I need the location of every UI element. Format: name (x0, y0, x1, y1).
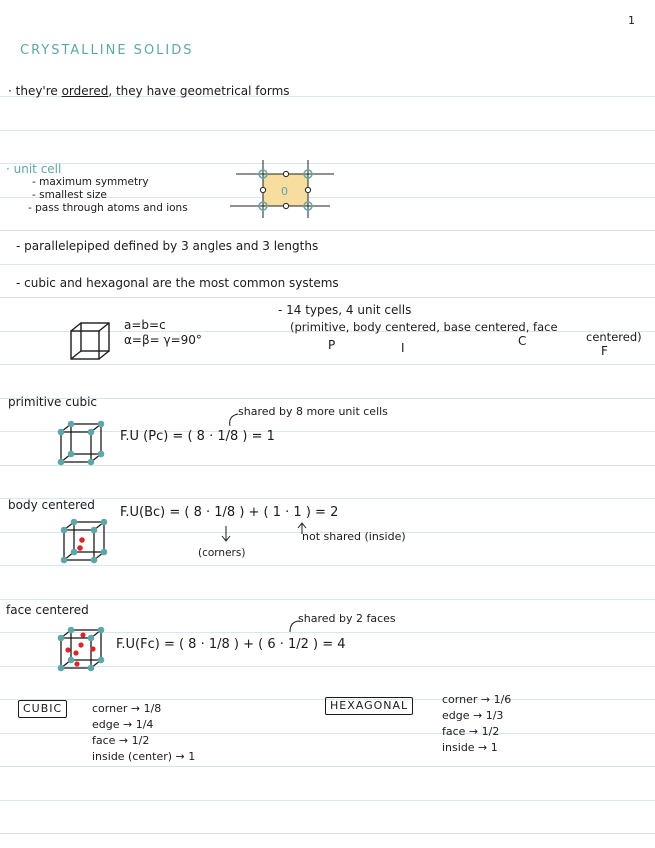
ruled-line (0, 498, 655, 499)
body-centered-formula: F.U(Bc) = ( 8 · 1/8 ) + ( 1 · 1 ) = 2 (120, 505, 339, 520)
face-centered-note: shared by 2 faces (298, 612, 396, 625)
primitive-formula: F.U (Pc) = ( 8 · 1/8 ) = 1 (120, 429, 275, 444)
ruled-line (0, 297, 655, 298)
ruled-line (0, 230, 655, 231)
cubic-summary-item: inside (center) → 1 (92, 750, 196, 763)
body-centered-cubic-diagram (58, 518, 110, 566)
intro-emphasis: ordered (61, 84, 109, 98)
arrow-icon (220, 524, 234, 544)
type-letter-f: F (601, 344, 608, 358)
page-title: CRYSTALLINE SOLIDS (20, 43, 194, 58)
types-line: - 14 types, 4 unit cells (278, 303, 412, 317)
intro-line (8, 84, 290, 98)
cubic-summary-label: CUBIC (18, 700, 67, 718)
types-list-cont: centered) (586, 330, 642, 344)
primitive-heading: primitive cubic (8, 395, 97, 409)
primitive-cubic-diagram (55, 420, 107, 468)
ruled-line (0, 264, 655, 265)
cube-wireframe-diagram (68, 320, 116, 364)
body-centered-inside-note: not shared (inside) (302, 530, 406, 543)
hexagonal-summary-item: edge → 1/3 (442, 709, 504, 722)
page-number: 1 (628, 14, 635, 27)
type-letter-p: P (328, 338, 336, 352)
intro-pre: · they're (8, 84, 62, 98)
ruled-line (0, 833, 655, 834)
cubic-angles: α=β= γ=90° (124, 333, 202, 347)
unit-cell-bullet: - smallest size (32, 189, 107, 201)
arrow-icon (286, 618, 304, 634)
cubic-summary-item: face → 1/2 (92, 734, 150, 747)
primitive-note: shared by 8 more unit cells (238, 405, 388, 418)
unit-cell-lattice-diagram (226, 158, 341, 220)
parallelepiped-line: - parallelepiped defined by 3 angles and 3 lengths (16, 239, 319, 253)
arrow-icon (226, 410, 246, 428)
ruled-line (0, 766, 655, 767)
intro-post: , they have geometrical forms (108, 84, 290, 98)
face-centered-formula: F.U(Fc) = ( 8 · 1/8 ) + ( 6 · 1/2 ) = 4 (116, 637, 346, 652)
cubic-summary-item: corner → 1/8 (92, 702, 162, 715)
hexagonal-summary-item: inside → 1 (442, 741, 498, 754)
hexagonal-summary-label: HEXAGONAL (325, 697, 413, 715)
ruled-line (0, 130, 655, 131)
face-centered-heading: face centered (6, 603, 89, 617)
unit-cell-center-label: 0 (281, 185, 288, 198)
types-list: (primitive, body centered, base centered, face (290, 320, 558, 334)
unit-cell-bullet: - pass through atoms and ions (28, 202, 188, 214)
type-letter-c: C (518, 334, 527, 348)
ruled-line (0, 364, 655, 365)
common-systems-line: - cubic and hexagonal are the most common systems (16, 276, 339, 290)
cubic-lengths: a=b=c (124, 318, 166, 332)
ruled-line (0, 599, 655, 600)
hexagonal-summary-item: face → 1/2 (442, 725, 500, 738)
type-letter-i: I (401, 341, 405, 355)
unit-cell-heading: · unit cell (6, 162, 62, 176)
ruled-line (0, 800, 655, 801)
cubic-summary-item: edge → 1/4 (92, 718, 154, 731)
unit-cell-bullet: - maximum symmetry (32, 176, 149, 188)
face-centered-cubic-diagram (55, 626, 107, 674)
hexagonal-summary-item: corner → 1/6 (442, 693, 512, 706)
ruled-line (0, 398, 655, 399)
body-centered-corners-note: (corners) (198, 547, 246, 559)
body-centered-heading: body centered (8, 498, 95, 512)
